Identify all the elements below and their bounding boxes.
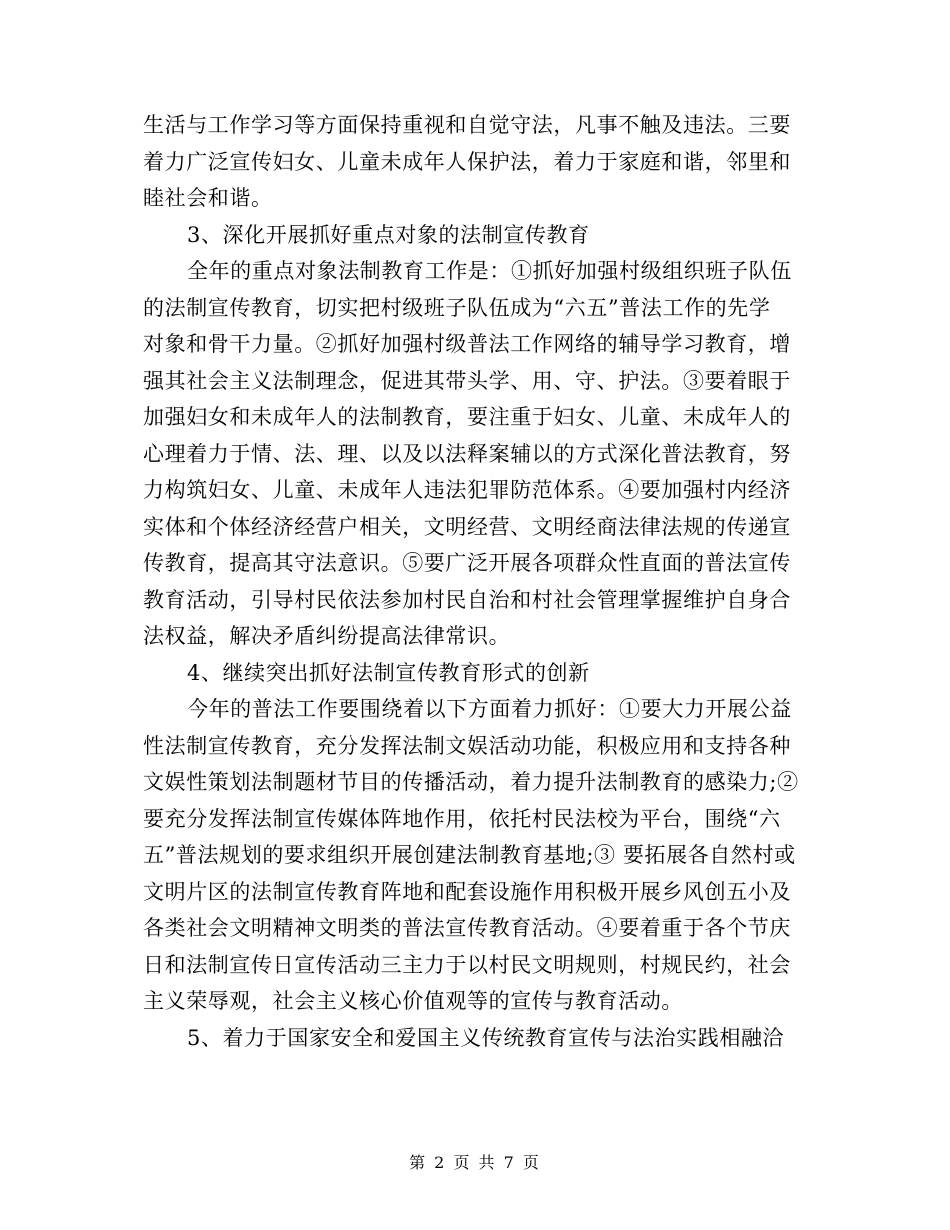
text-line: 力构筑妇女、儿童、未成年人违法犯罪防范体系。④要加强村内经济 (143, 478, 791, 502)
text-line: 强其社会主义法制理念，促进其带头学、用、守、护法。③要着眼于 (143, 368, 791, 393)
text-line: 法权益，解决矛盾纠纷提高法律常识。 (143, 624, 511, 648)
text-line: 文娱性策划法制题材节目的传播活动，着力提升法制教育的感染力;② (143, 770, 799, 794)
text-line: 传教育，提高其守法意识。⑤要广泛开展各项群众性直面的普法宣传 (143, 551, 791, 575)
text-line: 加强妇女和未成年人的法制教育，要注重于妇女、儿童、未成年人的 (143, 405, 791, 429)
text-line: 文明片区的法制宣传教育阵地和配套设施作用积极开展乡风创五小及 (143, 879, 791, 904)
text-line: 的法制宣传教育，切实把村级班子队伍成为“六五”普法工作的先学 (143, 295, 771, 320)
text-line: 五”普法规划的要求组织开展创建法制教育基地;③ 要拓展各自然村或 (143, 843, 796, 867)
text-line: 着力广泛宣传妇女、儿童未成年人保护法，着力于家庭和谐，邻里和 (143, 149, 791, 174)
page-number-footer: 第 2 页 共 7 页 (409, 1153, 541, 1172)
text-line: 实体和个体经济经营户相关，文明经营、文明经商法律法规的传递宣 (143, 514, 791, 539)
text-line: 今年的普法工作要围绕着以下方面着力抓好：①要大力开展公益 (187, 697, 792, 721)
text-line: 睦社会和谐。 (143, 186, 273, 210)
text-line: 生活与工作学习等方面保持重视和自觉守法，凡事不触及违法。三要 (143, 113, 791, 137)
text-line: 性法制宣传教育，充分发挥法制文娱活动功能，积极应用和支持各种 (143, 733, 791, 758)
text-line: 对象和骨干力量。②抓好加强村级普法工作网络的辅导学习教育，增 (143, 332, 791, 356)
text-line: 心理着力于情、法、理、以及以法释案辅以的方式深化普法教育，努 (143, 441, 791, 466)
text-line: 主义荣辱观，社会主义核心价值观等的宣传与教育活动。 (143, 989, 683, 1013)
text-line: 日和法制宣传日宣传活动三主力于以村民文明规则，村规民约，社会 (143, 952, 791, 977)
document-body (143, 107, 833, 1056)
text-line: 教育活动，引导村民依法参加村民自治和村社会管理掌握维护自身合 (143, 587, 791, 612)
text-line: 4、继续突出抓好法制宣传教育形式的创新 (187, 660, 590, 685)
text-line: 5、着力于国家安全和爱国主义传统教育宣传与法治实践相融洽 (187, 1025, 785, 1050)
text-line: 3、深化开展抓好重点对象的法制宣传教育 (187, 222, 590, 247)
text-line: 全年的重点对象法制教育工作是：①抓好加强村级组织班子队伍 (187, 259, 792, 283)
text-line: 各类社会文明精神文明类的普法宣传教育活动。④要着重于各个节庆 (143, 916, 791, 940)
text-line: 要充分发挥法制宣传媒体阵地作用，依托村民法校为平台，围绕“六 (143, 806, 781, 831)
